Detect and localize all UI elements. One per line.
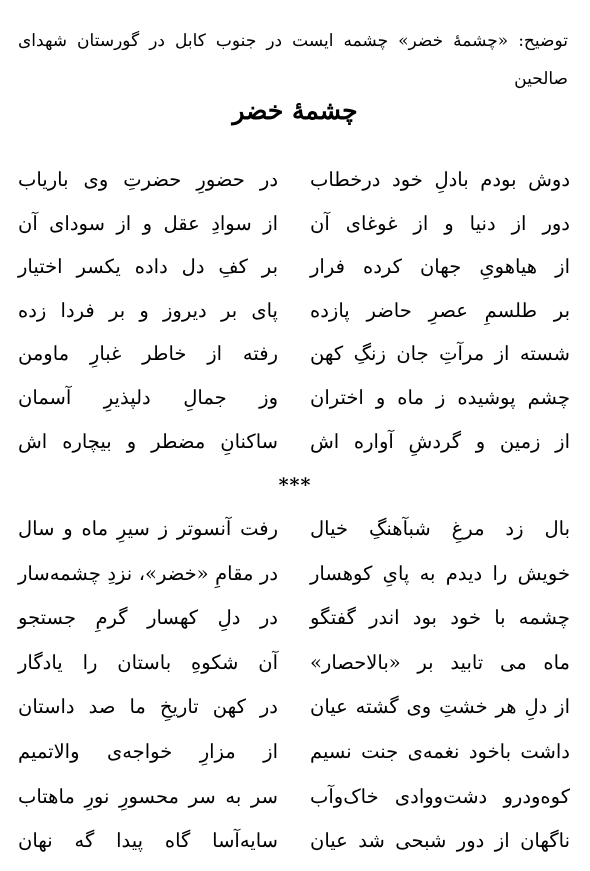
hemistich-left: سایه‌آسا گاه پیدا گه نهان: [18, 829, 278, 853]
verse-line: [0, 692, 590, 737]
hemistich-right: چشمه با خود بود اندر گفتگو: [310, 606, 570, 630]
hemistich-right: خویش را دیدم به پایِ کوهسار: [310, 561, 570, 585]
verse-line: [0, 252, 590, 296]
hemistich-left: از سوادِ عقل و از سودای آن: [18, 211, 278, 235]
verse-line: [0, 339, 590, 383]
verse-line: [0, 648, 590, 693]
hemistich-right: دوش بودم بادلِ خود درخطاب: [310, 168, 570, 191]
verse-line: [0, 559, 590, 604]
hemistich-left: از مزارِ خواجه‌ی والاتمیم: [18, 739, 278, 763]
hemistich-left: در مقامِ «خضر»، نزدِ چشمه‌سار: [18, 561, 278, 585]
hemistich-right: از زمین و گردشِ آواره اش: [310, 429, 570, 453]
hemistich-left: آن شکوهِ باستان را یادگار: [18, 650, 278, 674]
verse-line: [0, 782, 590, 827]
poem-title: چشمهٔ خضر: [232, 96, 358, 125]
hemistich-right: داشت باخود نغمه‌ی جنت نسیم: [310, 739, 570, 763]
hemistich-left: رفت آنسوتر ز سیرِ ماه و سال: [18, 517, 278, 540]
verse-line: [0, 826, 590, 871]
hemistich-right: بر طلسمِ عصرِ حاضر پازده: [310, 298, 570, 322]
hemistich-left: در کهن تاریخِ ما صد داستان: [18, 695, 278, 719]
hemistich-right: از هیاهویِ جهان کرده فرار: [310, 255, 570, 279]
verse-line: [0, 296, 590, 340]
verse-line: [0, 603, 590, 648]
hemistich-right: دور از دنیا و از غوغای آن: [310, 211, 570, 235]
hemistich-left: در دلِ کهسار گرمِ جستجو: [18, 606, 278, 630]
verse-line: [0, 514, 590, 559]
hemistich-left: سر به سر محسورِ نورِ ماهتاب: [18, 784, 278, 808]
hemistich-right: از دلِ هر خشتِ وی گشته عیان: [310, 695, 570, 719]
hemistich-left: در حضورِ حضرتِ وی باریاب: [18, 168, 278, 191]
verse-line: [0, 737, 590, 782]
hemistich-right: ناگهان از دور شبحی شد عیان: [310, 829, 570, 853]
hemistich-right: کوه‌ودرو دشت‌ووادی خاک‌وآب: [310, 784, 570, 808]
verse-line: [0, 427, 590, 471]
hemistich-left: بر کفِ دل داده یکسر اختیار: [18, 255, 278, 279]
hemistich-right: چشم پوشیده ز ماه و اختران: [310, 385, 570, 409]
stanza-1: [0, 165, 590, 470]
hemistich-left: ساکنانِ مضطر و بیچاره اش: [18, 429, 278, 453]
stanza-separator: ***: [278, 474, 312, 496]
hemistich-left: وز جمالِ دلپذیرِ آسمان: [18, 385, 278, 409]
verse-line: [0, 209, 590, 253]
hemistich-left: رفته از خاطر غبارِ ماومن: [18, 342, 278, 366]
verse-line: [0, 165, 590, 209]
hemistich-right: ماه می تابید بر «بالاحصار»: [310, 650, 570, 674]
explanatory-note: توضیح: «چشمهٔ خضر» چشمه ایست در جنوب کابل در گورستان شهدای صالحین: [18, 31, 568, 89]
verse-line: [0, 383, 590, 427]
stanza-2: [0, 514, 590, 871]
hemistich-right: شسته از مرآتِ جان زنگِ کهن: [310, 342, 570, 366]
hemistich-left: پای بر دیروز و بر فردا زده: [18, 298, 278, 322]
hemistich-right: بال زد مرغِ شبآهنگِ خیال: [310, 517, 570, 540]
